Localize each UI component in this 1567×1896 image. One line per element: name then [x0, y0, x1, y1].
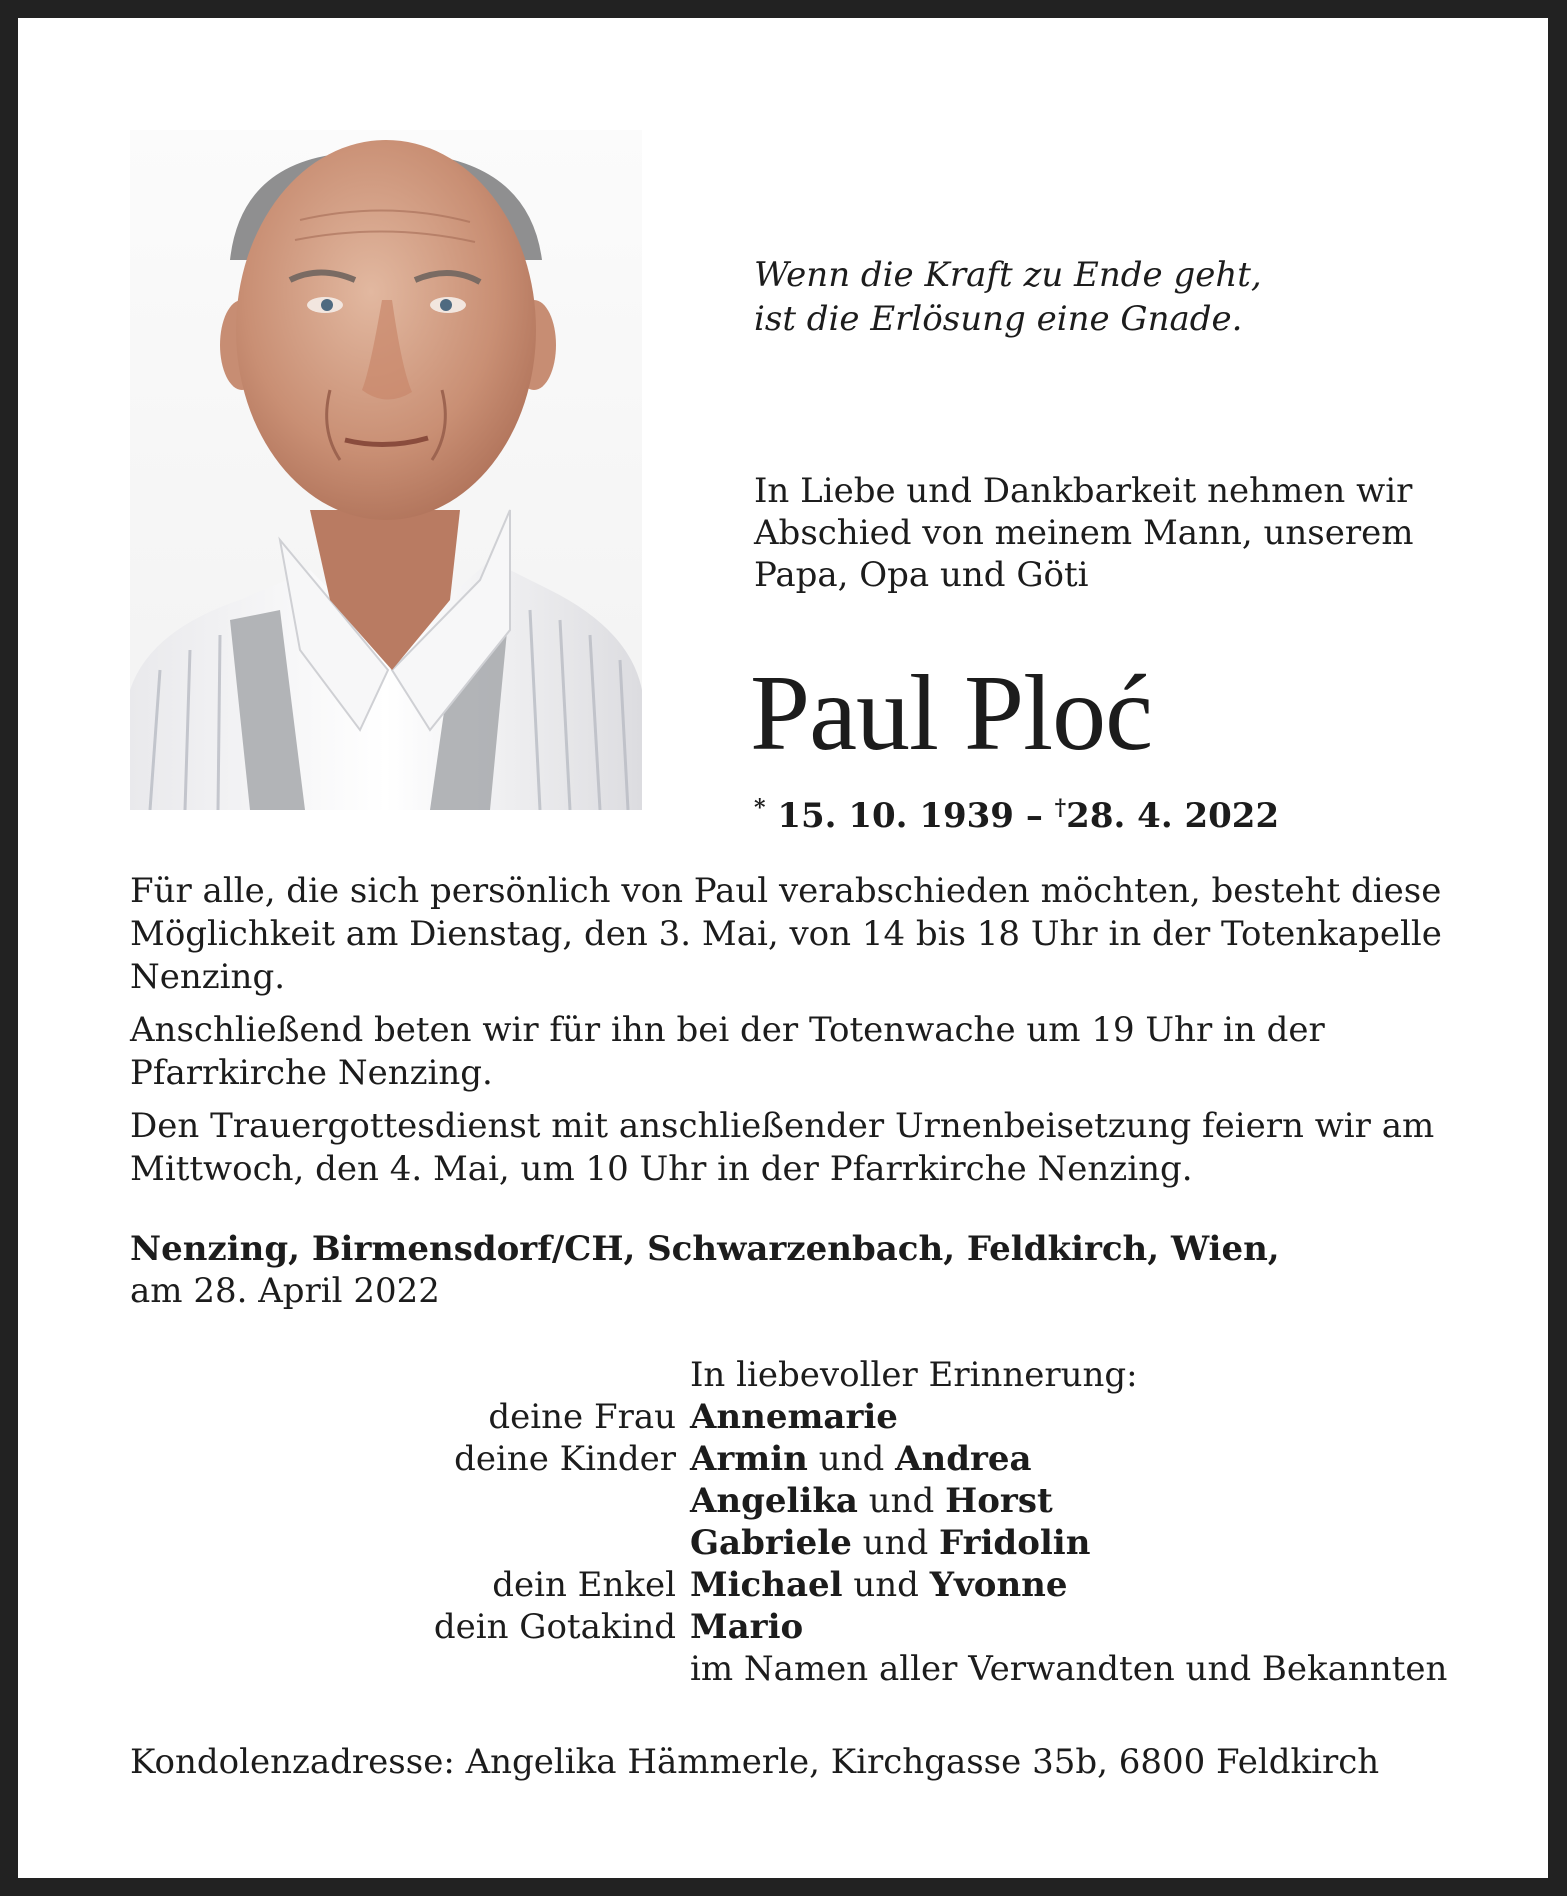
places-and-date — [130, 1228, 1480, 1312]
relation-label — [130, 1480, 690, 1522]
portrait-photo — [130, 130, 642, 810]
family-closing: im Namen aller Verwandten und Bekannten — [690, 1649, 1448, 1689]
farewell-intro — [754, 470, 1474, 596]
family-row — [130, 1438, 1480, 1480]
relation-label: dein Enkel — [492, 1565, 676, 1605]
relative-partner-name: Andrea — [895, 1439, 1032, 1479]
paragraph-vigil: Anschließend beten wir für ihn bei der Totenwache um 19 Uhr in der Pfarrkirche Nenzing. — [130, 1010, 1325, 1093]
life-dates — [754, 786, 1279, 838]
relation-label: dein Gotakind — [433, 1607, 676, 1647]
death-date: 28. 4. 2022 — [1066, 796, 1280, 836]
family-row — [130, 1480, 1480, 1522]
conjunction: und — [857, 1481, 946, 1521]
intro-line-2: Abschied von meinem Mann, unserem — [754, 513, 1414, 553]
relative-name: Armin — [690, 1439, 808, 1479]
relative-name: Annemarie — [690, 1397, 898, 1437]
family-list — [130, 1354, 1480, 1690]
relative-name: Mario — [690, 1607, 804, 1647]
conjunction: und — [851, 1523, 940, 1563]
relative-name: Angelika — [690, 1481, 858, 1521]
deceased-name: Paul Ploć — [750, 654, 1153, 773]
memorial-quote — [754, 253, 1474, 341]
portrait-illustration — [130, 130, 642, 810]
family-closing-row — [130, 1648, 1480, 1690]
paragraph-funeral: Den Trauergottesdienst mit anschließender Urnenbeisetzung feiern wir am Mittwoch, den 4. Mai, um 10 Uhr in der Pfarrkirche Nenzing. — [130, 1106, 1435, 1189]
relation-label: deine Kinder — [454, 1439, 676, 1479]
relation-label: deine Frau — [488, 1397, 676, 1437]
death-symbol: † — [1054, 795, 1067, 821]
intro-line-3: Papa, Opa und Göti — [754, 555, 1089, 595]
family-row — [130, 1522, 1480, 1564]
intro-line-1: In Liebe und Dankbarkeit nehmen wir — [754, 471, 1413, 511]
relative-name: Gabriele — [690, 1523, 852, 1563]
obituary-notice — [18, 18, 1548, 1878]
family-row — [130, 1564, 1480, 1606]
condolence-address: Kondolenzadresse: Angelika Hämmerle, Kirchgasse 35b, 6800 Feldkirch — [130, 1742, 1380, 1782]
family-row — [130, 1396, 1480, 1438]
relative-partner-name: Horst — [945, 1481, 1053, 1521]
relation-label — [130, 1522, 690, 1564]
family-heading-row — [130, 1354, 1480, 1396]
family-row — [130, 1606, 1480, 1648]
date-separator: – — [1025, 796, 1043, 836]
quote-line-1: Wenn die Kraft zu Ende geht, — [754, 255, 1262, 295]
relative-partner-name: Yvonne — [929, 1565, 1068, 1605]
places-list: Nenzing, Birmensdorf/CH, Schwarzenbach, Feldkirch, Wien, — [130, 1229, 1280, 1269]
service-details — [130, 870, 1480, 1201]
relative-name: Michael — [690, 1565, 843, 1605]
notice-date: am 28. April 2022 — [130, 1271, 440, 1311]
relative-partner-name: Fridolin — [939, 1523, 1091, 1563]
conjunction: und — [807, 1439, 896, 1479]
paragraph-viewing: Für alle, die sich persönlich von Paul verabschieden möchten, besteht diese Möglichkeit am Dienstag, den 3. Mai, von 14 bis 18 Uhr in der Totenkapelle Nenzing. — [130, 871, 1442, 997]
birth-date: 15. 10. 1939 — [777, 796, 1014, 836]
family-heading: In liebevoller Erinnerung: — [690, 1355, 1138, 1395]
conjunction: und — [842, 1565, 930, 1605]
birth-symbol: * — [754, 795, 766, 821]
quote-line-2: ist die Erlösung eine Gnade. — [754, 299, 1243, 339]
